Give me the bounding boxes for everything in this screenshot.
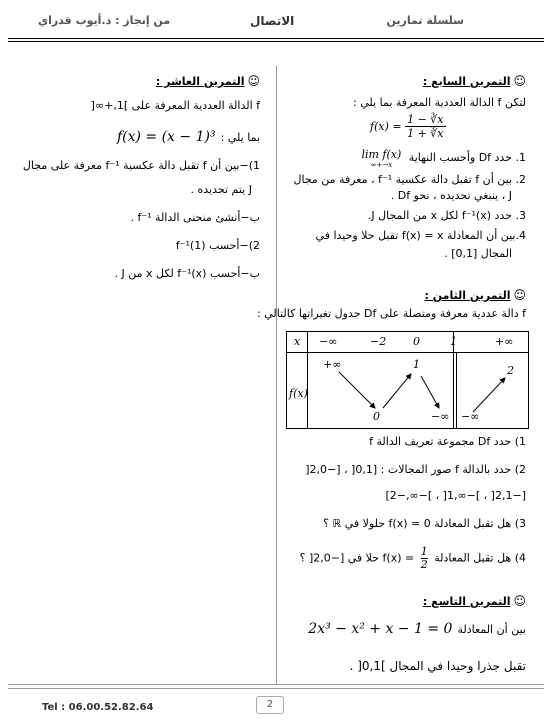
ex10-line6: ب−أحسب f⁻¹(x) لكل x من J . bbox=[114, 267, 260, 280]
ex8-q2a: 2) حدد بالدالة f صور المجالات : [0,1[ ، [−2,0[ bbox=[305, 463, 526, 476]
table-f-value: −∞ bbox=[431, 410, 450, 423]
ex8-q4-text-2: = f(x) حلا في [−2,0[ ؟ bbox=[299, 551, 415, 565]
ex10-line3b: J يتم تحديده . bbox=[190, 183, 252, 196]
ex10-title-row bbox=[156, 70, 260, 89]
ex7-q1 bbox=[361, 150, 526, 170]
ex10-line4: ب−أنشئ منحنى الدالة f⁻¹ . bbox=[130, 211, 260, 224]
smiley-icon: ☺ bbox=[513, 288, 526, 302]
footer-page-number: 2 bbox=[256, 696, 284, 714]
ex9-title-row bbox=[423, 590, 526, 609]
table-f-value: +∞ bbox=[323, 358, 342, 371]
footer-divider-2 bbox=[8, 688, 544, 689]
arrow-decreasing bbox=[339, 372, 375, 408]
ex8-q4-text: 4) هل تقبل المعادلة bbox=[434, 551, 526, 565]
table-f-value: 0 bbox=[373, 410, 380, 423]
header-divider bbox=[8, 38, 544, 39]
ex9-line2: تقبل جذرا وحيدا في المجال ]0,1[ . bbox=[349, 659, 526, 673]
arrow-increasing bbox=[473, 378, 505, 412]
table-f-value: 2 bbox=[507, 364, 514, 377]
table-x-value: −∞ bbox=[319, 335, 338, 348]
ex7-q4a: 4.بين أن المعادلة f(x) = x تقبل حلا وحيدا في bbox=[315, 229, 526, 242]
ex7-title: التمرين السابع : bbox=[422, 75, 511, 88]
arrow-decreasing bbox=[421, 376, 439, 408]
ex7-q1-text: 1. حدد Df وأحسب النهاية bbox=[408, 151, 526, 164]
ex8-title: التمرين الثامن : bbox=[424, 289, 511, 302]
ex8-q4 bbox=[300, 546, 526, 571]
ex10-line2-text: بما يلي : bbox=[220, 131, 260, 144]
ex7-formula-num: 1 − ∛x bbox=[407, 113, 444, 126]
table-f-value: 1 bbox=[413, 358, 420, 371]
header-divider-2 bbox=[8, 41, 544, 42]
table-f-label: f(x) bbox=[289, 387, 308, 400]
variation-arrows bbox=[287, 332, 528, 428]
ex10-line2 bbox=[117, 126, 260, 146]
ex9-line1 bbox=[308, 618, 526, 638]
ex7-q1-limit: lim f(x) bbox=[361, 148, 402, 161]
header-title: الاتصال bbox=[250, 14, 295, 28]
header-series: سلسلة تمارين bbox=[386, 14, 464, 27]
ex7-q3: 3. حدد f⁻¹(x) لكل x من المجال J. bbox=[367, 209, 526, 222]
ex8-q2b: [−2,1[ ، ]−∞,1[ ، ]−∞,−2] bbox=[385, 489, 526, 502]
ex10-line1: f الدالة العددية المعرفة على ]1,+∞[ bbox=[90, 99, 260, 112]
footer-tel: Tel : 06.00.52.82.64 bbox=[42, 702, 154, 713]
smiley-icon: ☺ bbox=[513, 594, 526, 608]
ex8-intro: f دالة عددية معرفة ومتصلة على Df جدول تغيراتها كالتالي : bbox=[257, 307, 526, 320]
table-x-value: 1 bbox=[450, 335, 457, 348]
footer-divider bbox=[8, 684, 544, 685]
ex9-line1-text: بين أن المعادلة bbox=[457, 623, 526, 636]
table-x-value: −2 bbox=[370, 335, 387, 348]
ex9-title: التمرين التاسع : bbox=[422, 595, 511, 608]
ex7-formula-lhs: f(x) = bbox=[370, 120, 402, 133]
ex7-q2a: 2. بين أن f تقبل دالة عكسية f⁻¹ ، معرفة من مجال bbox=[293, 173, 526, 186]
variation-table bbox=[286, 331, 529, 429]
smiley-icon: ☺ bbox=[513, 74, 526, 88]
header-author: من إنجاز : ذ.أيوب قدراي bbox=[38, 14, 171, 27]
ex7-q4b: المجال [0,1] . bbox=[444, 247, 512, 260]
table-x-value: 0 bbox=[413, 335, 420, 348]
table-x-label: x bbox=[294, 335, 301, 348]
table-x-value: +∞ bbox=[495, 335, 514, 348]
arrow-increasing bbox=[383, 374, 411, 408]
ex7-q1-limit-sub: x→+∞ bbox=[370, 161, 393, 169]
ex7-intro: لتكن f الدالة العددية المعرفة بما يلي : bbox=[353, 96, 526, 109]
ex9-equation: 2x³ − x² + x − 1 = 0 bbox=[308, 621, 453, 637]
ex7-q2b: J ، ينبغي تحديده ، نحو Df . bbox=[390, 189, 512, 202]
ex8-q3: 3) هل تقبل المعادلة f(x) = 0 حلولا في ℝ ؟ bbox=[323, 517, 526, 530]
ex7-title-row bbox=[423, 70, 526, 89]
ex8-q1: 1) حدد Df مجموعة تعريف الدالة f bbox=[369, 435, 526, 448]
ex7-formula bbox=[370, 113, 446, 140]
ex10-line3a: 1)−بين أن f تقبل دالة عكسية f⁻¹ معرفة على مجال bbox=[22, 159, 260, 172]
ex10-line5: 2)−أحسب f⁻¹(1) bbox=[175, 239, 260, 252]
column-divider bbox=[276, 66, 277, 684]
table-f-value: −∞ bbox=[461, 410, 480, 423]
smiley-icon: ☺ bbox=[247, 74, 260, 88]
ex10-title: التمرين العاشر : bbox=[155, 75, 245, 88]
ex8-q4-num: 1 bbox=[420, 545, 428, 558]
ex7-formula-den: 1 + ∛x bbox=[407, 127, 444, 140]
ex10-formula: f(x) = (x − 1)³ bbox=[116, 129, 216, 145]
ex8-title-row bbox=[425, 284, 526, 303]
ex8-q4-den: 2 bbox=[420, 558, 428, 571]
